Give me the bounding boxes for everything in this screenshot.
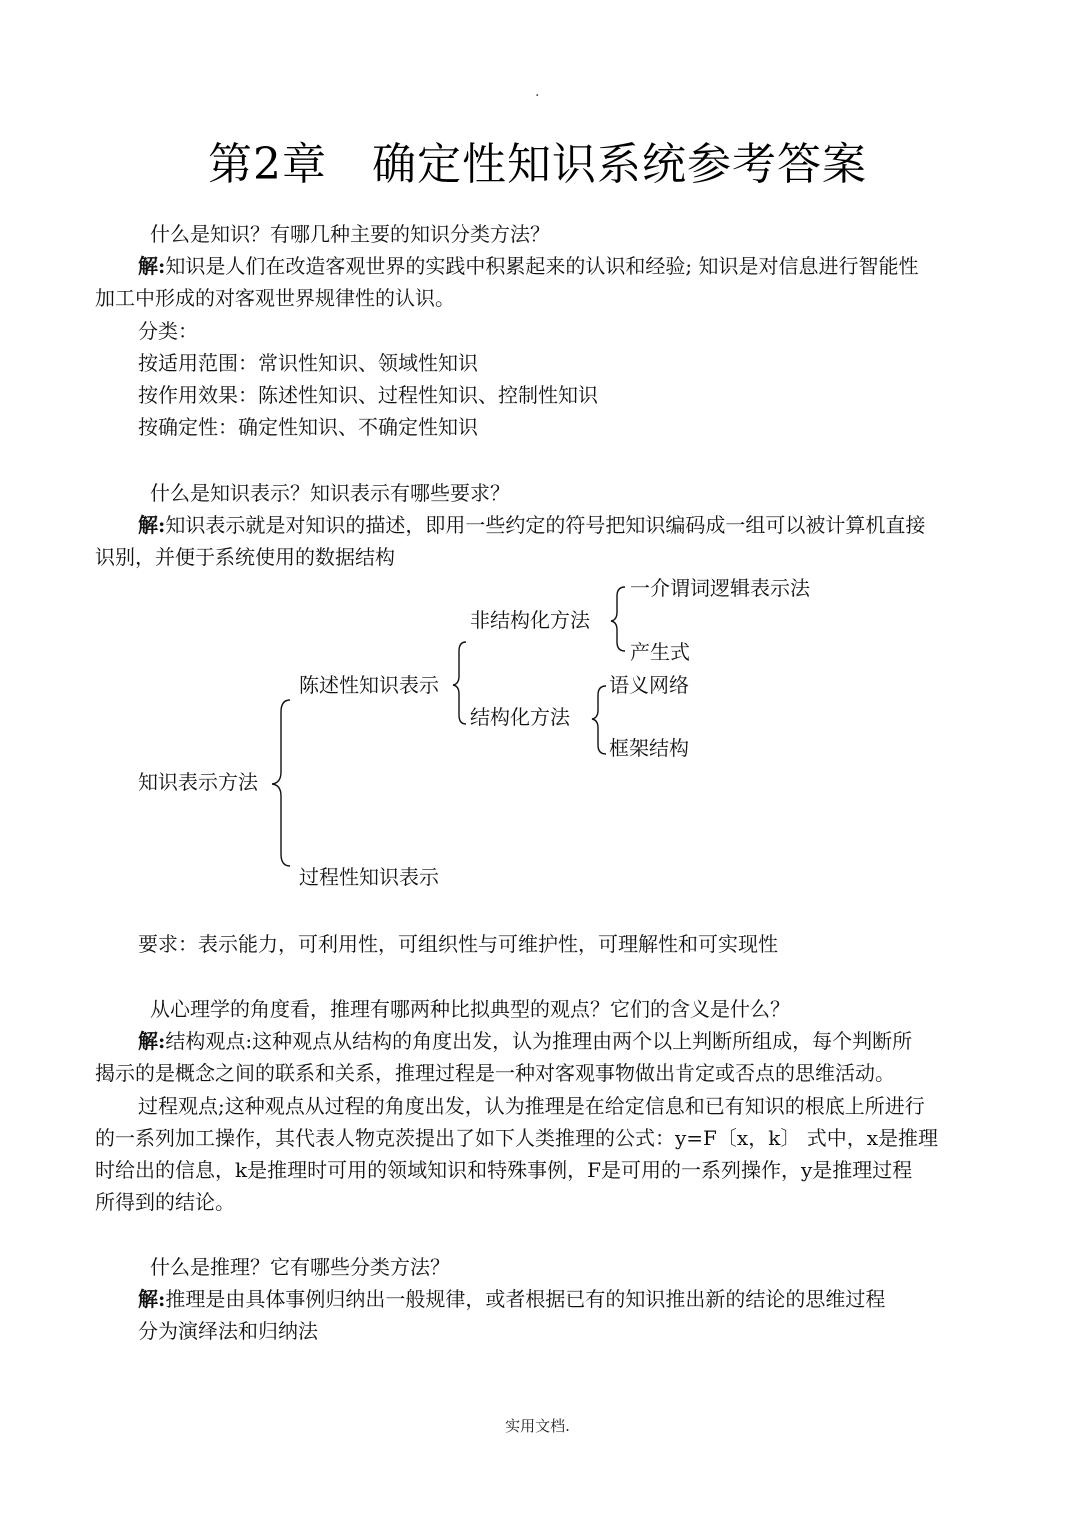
diagram-frame: 框架结构 <box>609 736 689 760</box>
answer-4-line-1: 解:推理是由具体事例归纳出一般规律，或者根据已有的知识推出新的结论的思维过程 <box>138 1287 886 1311</box>
diagram-unstructured: 非结构化方法 <box>470 608 590 632</box>
diagram-declarative: 陈述性知识表示 <box>299 673 439 697</box>
answer-1-line-2: 加工中形成的对客观世界规律性的认识。 <box>95 286 455 310</box>
diagram-root: 知识表示方法 <box>138 770 258 794</box>
diagram-structured: 结构化方法 <box>470 705 570 729</box>
process-view-line-2: 的一系列加工操作，其代表人物克茨提出了如下人类推理的公式：y=F〔x，k〕 式中，x是推理 <box>95 1126 938 1150</box>
question-2: 什么是知识表示？知识表示有哪些要求？ <box>150 481 510 505</box>
brace-unstructured <box>611 587 625 651</box>
page-footer: 实用文档. <box>505 1417 570 1435</box>
diagram-predicate-logic: 一介谓词逻辑表示法 <box>630 576 810 600</box>
answer-2-line-1: 解:知识表示就是对知识的描述，即用一些约定的符号把知识编码成一组可以被计算机直接 <box>138 513 926 537</box>
process-view-line-1: 过程观点;这种观点从过程的角度出发，认为推理是在给定信息和已有知识的根底上所进行 <box>138 1094 925 1118</box>
question-3: 从心理学的角度看，推理有哪两种比拟典型的观点？它们的含义是什么？ <box>150 997 790 1021</box>
answer-label: 解: <box>138 1029 166 1053</box>
answer-3-line-2: 揭示的是概念之间的联系和关系，推理过程是一种对客观事物做出肯定或否点的思维活动。 <box>95 1061 895 1085</box>
question-4: 什么是推理？它有哪些分类方法？ <box>150 1255 450 1279</box>
question-1: 什么是知识？有哪几种主要的知识分类方法？ <box>150 222 550 246</box>
answer-2-line-2: 识别，并便于系统使用的数据结构 <box>95 545 395 569</box>
diagram-procedural: 过程性知识表示 <box>299 865 439 889</box>
process-view-line-4: 所得到的结论。 <box>95 1190 235 1214</box>
diagram-semantic-net: 语义网络 <box>609 673 689 697</box>
requirements: 要求：表示能力，可利用性，可组织性与可维护性，可理解性和可实现性 <box>138 932 778 956</box>
brace-root <box>272 700 290 866</box>
answer-1-line-1: 解:知识是人们在改造客观世界的实践中积累起来的认识和经验; 知识是对信息进行智能性 <box>138 254 919 278</box>
answer-label: 解: <box>138 513 166 537</box>
classification-scope: 按适用范围：常识性知识、领域性知识 <box>138 351 478 375</box>
classification-certainty: 按确定性：确定性知识、不确定性知识 <box>138 415 478 439</box>
answer-label: 解: <box>138 254 166 278</box>
classification-heading: 分类： <box>138 319 198 343</box>
answer-4-line-2: 分为演绎法和归纳法 <box>138 1319 318 1343</box>
brace-declarative <box>453 642 466 724</box>
process-view-line-3: 时给出的信息，k是推理时可用的领域知识和特殊事例，F是可用的一系列操作，y是推理过程 <box>95 1158 913 1182</box>
answer-3-line-1: 解:结构观点:这种观点从结构的角度出发，认为推理由两个以上判断所组成，每个判断所 <box>138 1029 913 1053</box>
answer-label: 解: <box>138 1287 166 1311</box>
diagram-production: 产生式 <box>630 640 690 664</box>
classification-effect: 按作用效果：陈述性知识、过程性知识、控制性知识 <box>138 383 598 407</box>
chapter-title: 第2章 确定性知识系统参考答案 <box>208 139 867 190</box>
header-dot: . <box>535 84 540 100</box>
brace-structured <box>592 686 606 754</box>
